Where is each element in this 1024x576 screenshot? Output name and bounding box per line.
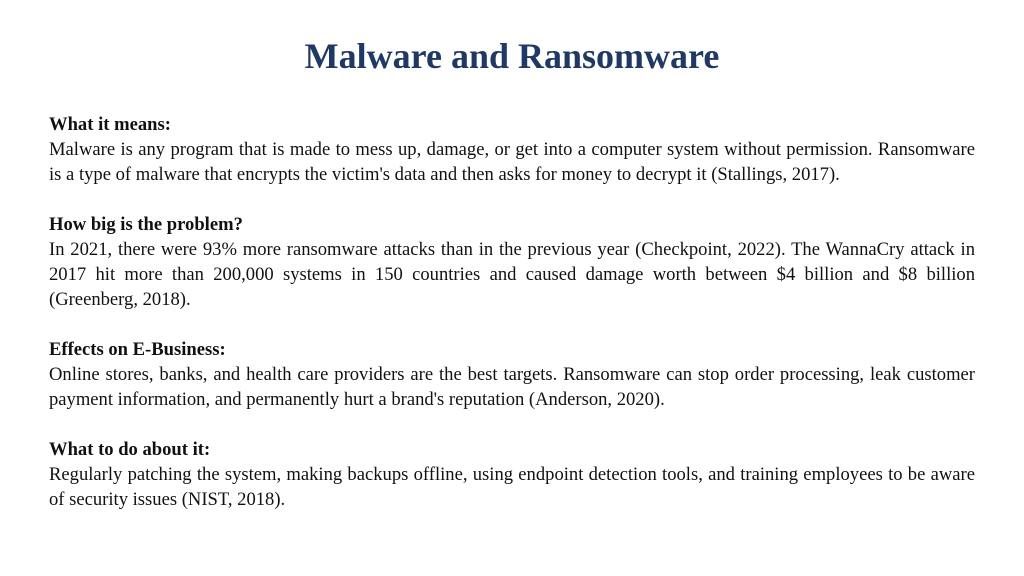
section-mitigation: [49, 437, 975, 512]
section-heading: Effects on E-Business:: [49, 339, 226, 360]
section-body: Malware is any program that is made to mess up, damage, or get into a computer system without permission. Ransomware is a type of malware that encrypts the victim's data and then asks for money to decrypt it (Stallings, 2017).: [49, 139, 975, 185]
section-heading: What to do about it:: [49, 439, 211, 460]
slide-content: [49, 112, 975, 512]
section-heading: How big is the problem?: [49, 214, 243, 235]
section-problem-size: [49, 212, 975, 312]
section-heading: What it means:: [49, 114, 171, 135]
section-effects: [49, 337, 975, 412]
section-body: In 2021, there were 93% more ransomware attacks than in the previous year (Checkpoint, 2022). The WannaCry attack in 2017 hit more than 200,000 systems in 150 countries and caused damage worth between $4 billion and $8 billion (Greenberg, 2018).: [49, 239, 975, 310]
section-body: Online stores, banks, and health care providers are the best targets. Ransomware can stop order processing, leak customer payment information, and permanently hurt a brand's reputation (Anderson, 2020).: [49, 364, 975, 410]
slide-title: Malware and Ransomware: [304, 36, 720, 76]
section-definition: [49, 112, 975, 187]
section-body: Regularly patching the system, making backups offline, using endpoint detection tools, and training employees to be aware of security issues (NIST, 2018).: [49, 464, 975, 510]
